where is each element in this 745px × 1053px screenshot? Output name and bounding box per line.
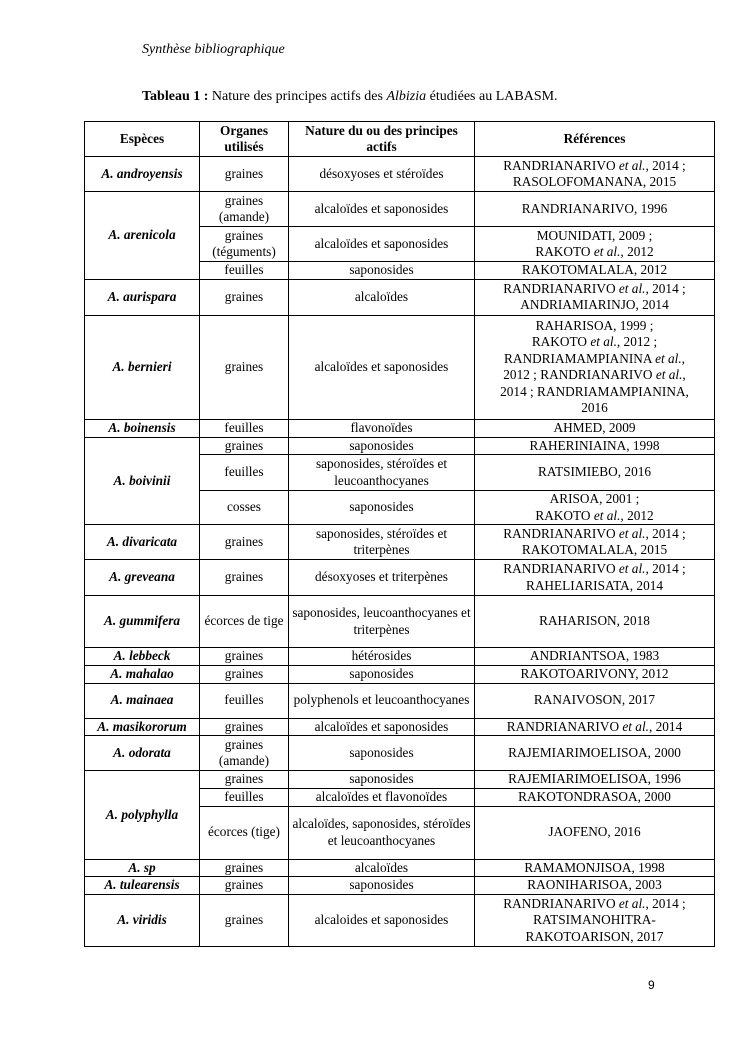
table-row: [85, 279, 715, 315]
organ-cell: feuilles: [200, 683, 289, 718]
organ-cell: feuilles: [200, 789, 289, 807]
reference-cell: AHMED, 2009: [475, 419, 715, 437]
organ-cell: graines: [200, 718, 289, 736]
species-cell: A. masikororum: [85, 718, 200, 736]
principle-cell: alcaloïdes: [289, 279, 475, 315]
species-cell: A. androyensis: [85, 157, 200, 192]
reference-cell: RAKOTOARIVONY, 2012: [475, 665, 715, 683]
reference-cell: RAHERINIAINA, 1998: [475, 437, 715, 455]
table-row: [85, 736, 715, 771]
table-row: [85, 895, 715, 947]
caption-text-after: étudiées au LABASM.: [426, 89, 558, 104]
reference-cell: RANDRIANARIVO et al., 2014 ; RATSIMANOHITRA- RAKOTOARISON, 2017: [475, 895, 715, 947]
principle-cell: flavonoïdes: [289, 419, 475, 437]
principle-cell: alcaloides et saponosides: [289, 895, 475, 947]
reference-cell: RAKOTONDRASOA, 2000: [475, 789, 715, 807]
species-cell: A. aurispara: [85, 279, 200, 315]
caption-genus: Albizia: [386, 89, 427, 104]
principle-cell: désoxyoses et stéroïdes: [289, 157, 475, 192]
organ-cell: graines: [200, 665, 289, 683]
table-row: [85, 665, 715, 683]
organ-cell: graines: [200, 157, 289, 192]
principle-cell: saponosides: [289, 262, 475, 280]
header-species: Espèces: [85, 122, 200, 157]
organ-cell: écorces de tige: [200, 596, 289, 648]
species-cell: A. polyphylla: [85, 771, 200, 860]
principle-cell: saponosides: [289, 491, 475, 525]
table-row: [85, 192, 715, 227]
reference-cell: RAMAMONJISOA, 1998: [475, 859, 715, 877]
page-number: 9: [648, 978, 655, 992]
caption-text-before: Nature des principes actifs des: [208, 89, 387, 104]
caption-label: Tableau 1 :: [142, 89, 209, 104]
organ-cell: graines: [200, 279, 289, 315]
principle-cell: saponosides, leucoanthocyanes et triterpènes: [289, 596, 475, 648]
organ-cell: graines: [200, 859, 289, 877]
species-cell: A. mahalao: [85, 665, 200, 683]
reference-cell: RAONIHARISOA, 2003: [475, 877, 715, 895]
species-cell: A. sp: [85, 859, 200, 877]
organ-cell: graines: [200, 895, 289, 947]
reference-cell: RAKOTOMALALA, 2012: [475, 262, 715, 280]
organ-cell: graines: [200, 771, 289, 789]
organ-cell: graines: [200, 648, 289, 666]
table-row: [85, 648, 715, 666]
organ-cell: graines (amande): [200, 192, 289, 227]
species-cell: A. gummifera: [85, 596, 200, 648]
reference-cell: RANDRIANARIVO, 1996: [475, 192, 715, 227]
reference-cell: MOUNIDATI, 2009 ; RAKOTO et al., 2012: [475, 227, 715, 262]
reference-cell: RANDRIANARIVO et al., 2014 ; ANDRIAMIARINJO, 2014: [475, 279, 715, 315]
species-cell: A. divaricata: [85, 525, 200, 560]
table-row: [85, 877, 715, 895]
organ-cell: feuilles: [200, 455, 289, 491]
species-cell: A. greveana: [85, 560, 200, 596]
table-row: [85, 437, 715, 455]
table-row: [85, 683, 715, 718]
table-row: [85, 771, 715, 789]
principle-cell: polyphenols et leucoanthocyanes: [289, 683, 475, 718]
species-cell: A. arenicola: [85, 192, 200, 280]
reference-cell: RATSIMIEBO, 2016: [475, 455, 715, 491]
organ-cell: graines: [200, 315, 289, 419]
table-header-row: [85, 122, 715, 157]
table-row: [85, 596, 715, 648]
principle-cell: alcaloïdes, saponosides, stéroïdes et leucoanthocyanes: [289, 806, 475, 859]
table-row: [85, 525, 715, 560]
table-row: [85, 718, 715, 736]
principle-cell: saponosides: [289, 771, 475, 789]
organ-cell: graines (amande): [200, 736, 289, 771]
header-principles: Nature du ou des principes actifs: [289, 122, 475, 157]
organ-cell: feuilles: [200, 419, 289, 437]
species-cell: A. boivinii: [85, 437, 200, 525]
principle-cell: alcaloïdes: [289, 859, 475, 877]
reference-cell: RANDRIANARIVO et al., 2014 ; RASOLOFOMANANA, 2015: [475, 157, 715, 192]
principle-cell: alcaloïdes et saponosides: [289, 227, 475, 262]
reference-cell: RAHARISOA, 1999 ; RAKOTO et al., 2012 ; RANDRIAMAMPIANINA et al., 2012 ; RANDRIANARIVO et al., 2014 ; RANDRIAMAMPIANINA, 2016: [475, 315, 715, 419]
organ-cell: cosses: [200, 491, 289, 525]
principle-cell: saponosides: [289, 665, 475, 683]
reference-cell: RAHARISON, 2018: [475, 596, 715, 648]
reference-cell: JAOFENO, 2016: [475, 806, 715, 859]
species-cell: A. viridis: [85, 895, 200, 947]
header-organs: Organes utilisés: [200, 122, 289, 157]
principle-cell: alcaloïdes et saponosides: [289, 718, 475, 736]
principle-cell: saponosides: [289, 736, 475, 771]
species-cell: A. mainaea: [85, 683, 200, 718]
species-cell: A. lebbeck: [85, 648, 200, 666]
reference-cell: ANDRIANTSOA, 1983: [475, 648, 715, 666]
reference-cell: RANDRIANARIVO et al., 2014 ; RAKOTOMALALA, 2015: [475, 525, 715, 560]
reference-cell: RANAIVOSON, 2017: [475, 683, 715, 718]
organ-cell: graines: [200, 877, 289, 895]
principle-cell: alcaloïdes et saponosides: [289, 315, 475, 419]
organ-cell: feuilles: [200, 262, 289, 280]
organ-cell: graines (téguments): [200, 227, 289, 262]
reference-cell: RANDRIANARIVO et al., 2014 ; RAHELIARISATA, 2014: [475, 560, 715, 596]
species-cell: A. odorata: [85, 736, 200, 771]
table-row: [85, 157, 715, 192]
reference-cell: RANDRIANARIVO et al., 2014: [475, 718, 715, 736]
reference-cell: ARISOA, 2001 ; RAKOTO et al., 2012: [475, 491, 715, 525]
organ-cell: graines: [200, 560, 289, 596]
organ-cell: écorces (tige): [200, 806, 289, 859]
reference-cell: RAJEMIARIMOELISOA, 1996: [475, 771, 715, 789]
principle-cell: hétérosides: [289, 648, 475, 666]
header-references: Références: [475, 122, 715, 157]
table-row: [85, 315, 715, 419]
table-row: [85, 560, 715, 596]
principle-cell: saponosides, stéroïdes et triterpènes: [289, 525, 475, 560]
principle-cell: saponosides: [289, 877, 475, 895]
species-cell: A. boinensis: [85, 419, 200, 437]
organ-cell: graines: [200, 525, 289, 560]
principle-cell: saponosides, stéroïdes et leucoanthocyanes: [289, 455, 475, 491]
table-row: [85, 419, 715, 437]
running-header: Synthèse bibliographique: [142, 42, 285, 57]
organ-cell: graines: [200, 437, 289, 455]
active-principles-table: [84, 121, 715, 947]
table-row: [85, 859, 715, 877]
reference-cell: RAJEMIARIMOELISOA, 2000: [475, 736, 715, 771]
principle-cell: désoxyoses et triterpènes: [289, 560, 475, 596]
species-cell: A. bernieri: [85, 315, 200, 419]
principle-cell: saponosides: [289, 437, 475, 455]
species-cell: A. tulearensis: [85, 877, 200, 895]
table-caption: [142, 89, 558, 105]
principle-cell: alcaloïdes et flavonoïdes: [289, 789, 475, 807]
principle-cell: alcaloïdes et saponosides: [289, 192, 475, 227]
